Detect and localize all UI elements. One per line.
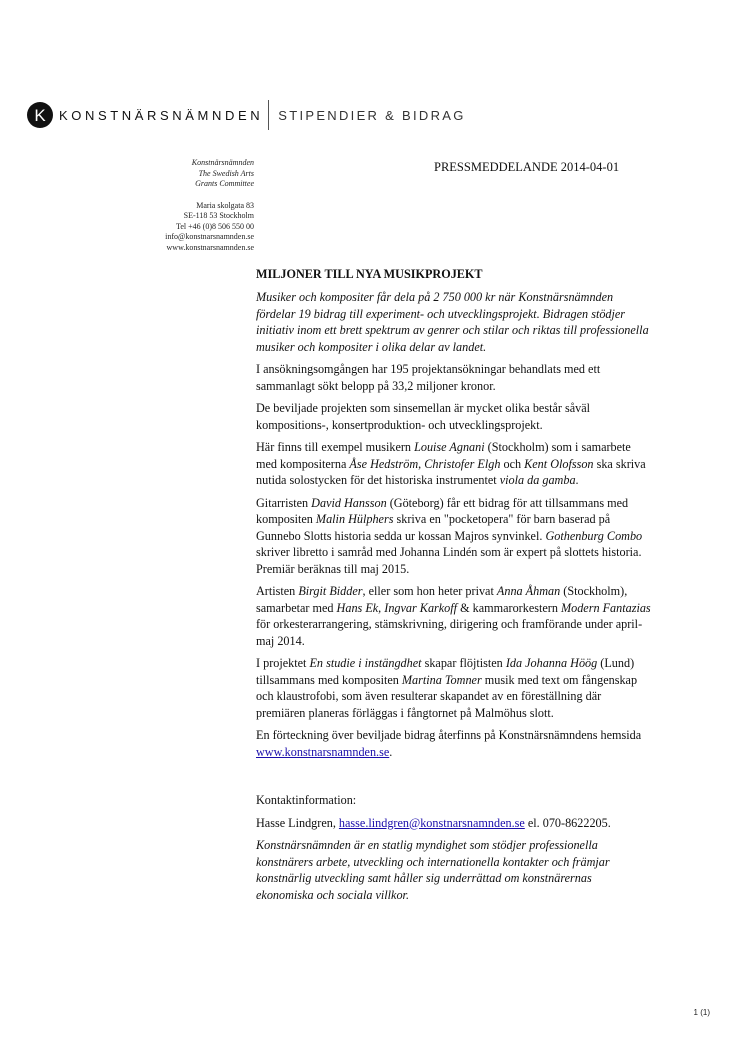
paragraph-2: De beviljade projekten som sinsemellan är mycket olika består såväl kompositions-, konsertproduktion- och utvecklingsprojekt. (256, 401, 591, 432)
paragraph-3: Här finns till exempel musikern Louise Agnani (Stockholm) som i samarbete med kompositerna Åse Hedström, Christofer Elgh och Kent Olofsson ska skriva nutida solostycken för det historiska instrumentet viola da gamba. (256, 440, 646, 487)
article-headline: MILJONER TILL NYA MUSIKPROJEKT (256, 267, 483, 281)
sidebar-street: Maria skolgata 83 (196, 200, 254, 210)
press-release-date: PRESSMEDDELANDE 2014-04-01 (434, 160, 620, 174)
sidebar-org-line: The Swedish Arts (198, 168, 254, 178)
article-body (256, 266, 652, 909)
agency-description: Konstnärsnämnden är en statlig myndighet som stödjer professionella konstnärers arbete, utveckling och internationella kontakter och främjar konstnärlig utveckling samt håller sig underrättad om konstnärernas ekonomiska och sociala villkor. (256, 838, 610, 902)
sidebar-phone: Tel +46 (0)8 506 550 00 (176, 221, 254, 231)
logo-emblem: K (27, 102, 53, 128)
website-link[interactable]: www.konstnarsnamnden.se (256, 744, 390, 759)
paragraph-4: Gitarristen David Hansson (Göteborg) får ett bidrag för att tillsammans med kompositen Malin Hülphers skriva en "pocketopera" för barn baserad på Gunnebo Slotts historia sedda ur kossan Majros synvinkel. Gothenburg Combo skriver libretto i samråd med Johanna Lindén som är expert på slottets historia. Premiär beräknas till maj 2015. (256, 495, 643, 576)
contact-heading: Kontaktinformation: (256, 793, 357, 807)
sidebar-email: info@konstnarsnamnden.se (165, 232, 254, 241)
paragraph-5: Artisten Birgit Bidder, eller som hon heter privat Anna Åhman (Stockholm), samarbetar med Hans Ek, Ingvar Karkoff & kammarorkestern Modern Fantazias för orkesterarrangering, stämskrivning, dirigering och framförande under april-maj 2014. (256, 584, 651, 648)
contact-line: Hasse Lindgren, hasse.lindgren@konstnarsnamnden.se el. 070-8622205. (256, 815, 611, 830)
sidebar-website: www.konstnarsnamnden.se (166, 242, 254, 252)
sidebar-postcode: SE-118 53 Stockholm (183, 211, 254, 220)
logo-divider (268, 100, 269, 130)
logo-subtitle: STIPENDIER & BIDRAG (278, 107, 466, 123)
contact-email-link[interactable]: hasse.lindgren@konstnarsnamnden.se (338, 815, 525, 830)
sidebar-org-line: Konstnärsnämnden (191, 158, 254, 167)
sidebar-org-line: Grants Committee (195, 179, 254, 188)
paragraph-1: I ansökningsomgången har 195 projektansökningar behandlats med ett sammanlagt sökt belopp på 33,2 miljoner kronor. (256, 362, 601, 393)
paragraph-6: I projektet En studie i instängdhet skapar flöjtisten Ida Johanna Höög (Lund) tillsammans med kompositen Martina Tomner musik med text om fångenskap och klaustrofobi, som även resulterar skapandet av en föreställning där premiären planeras förläggas i fångtornet på Malmöhus slott. (256, 656, 638, 720)
article-lead: Musiker och kompositer får dela på 2 750 000 kr när Konstnärsnämnden fördelar 19 bidrag till experiment- och utvecklingsprojekt. Bidragen stödjer initiativ inom ett brett spektrum av genrer och stilar och riktas till professionella musiker och kompositer i olika delar av landet. (256, 290, 649, 354)
logo-org-name: KONSTNÄRSNÄMNDEN (59, 107, 264, 123)
paragraph-7: En förteckning över beviljade bidrag återfinns på Konstnärsnämndens hemsida www.konstnarsnamnden.se. (256, 728, 642, 759)
sender-address-block (100, 158, 254, 253)
page-number: 1 (1) (693, 1008, 710, 1017)
logo (27, 100, 466, 130)
